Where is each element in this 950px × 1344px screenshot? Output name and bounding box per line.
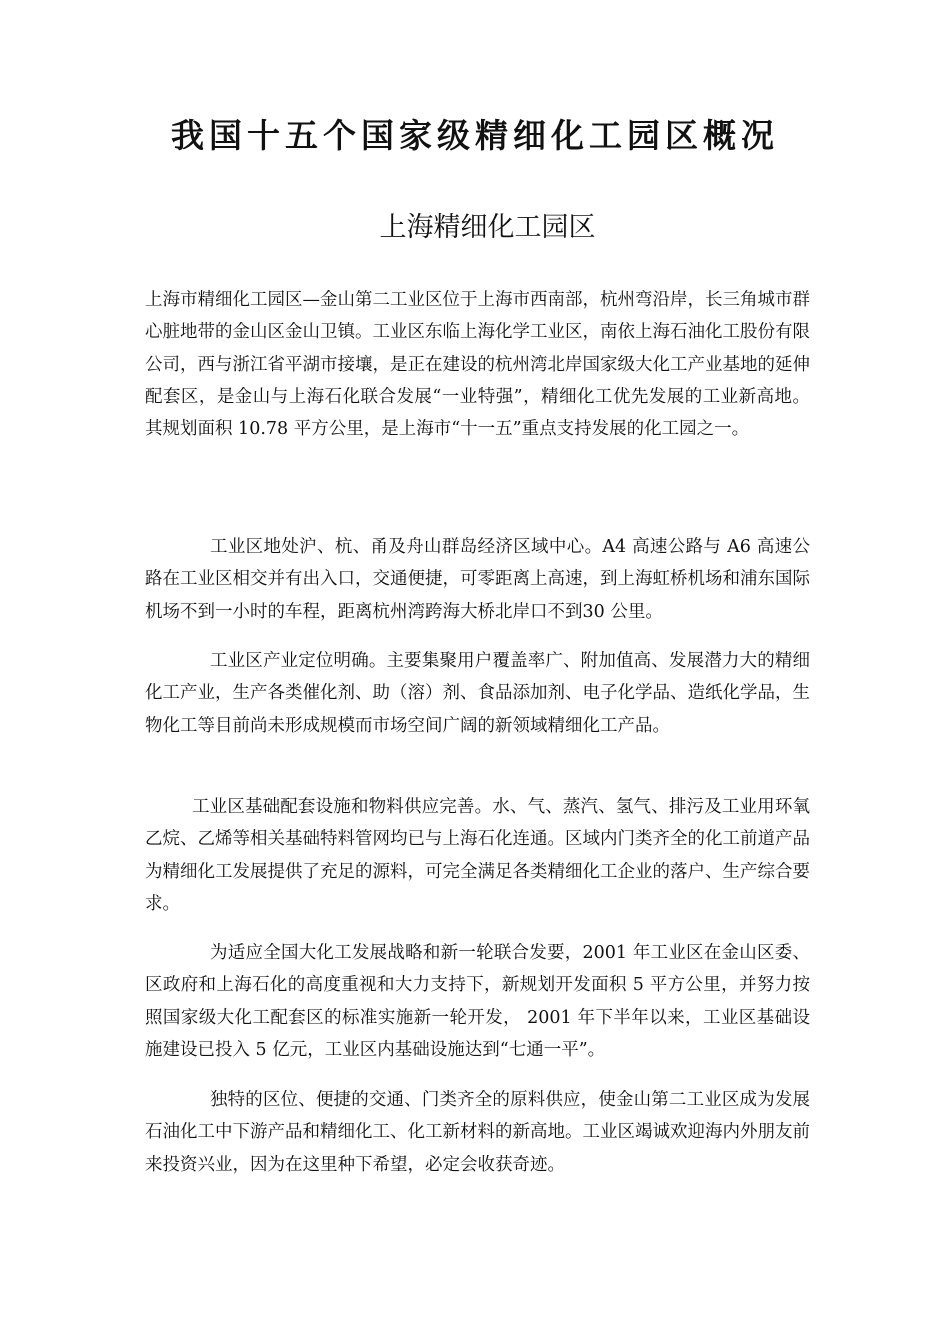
paragraph-infrastructure: 工业区基础配套设施和物料供应完善。水、气、蒸汽、氢气、排污及工业用环氧乙烷、乙烯等相关基础特料管网均已与上海石化连通。区域内门类齐全的化工前道产品为精细化工发展提供了充足的源料，可完全满足各类精细化工企业的落户、生产综合要求。 bbox=[145, 797, 810, 914]
document-title: 我国十五个国家级精细化工园区概况 bbox=[171, 116, 779, 155]
paragraph-overview: 上海市精细化工园区—金山第二工业区位于上海市西南部，杭州弯沿岸，长三角城市群心脏地带的金山区金山卫镇。工业区东临上海化学工业区，南依上海石油化工股份有限公司，西与浙江省平湖市接壤，是正在建设的杭州湾北岸国家级大化工产业基地的延伸配套区，是金山与上海石化联合发展“一业特强”，精细化工优先发展的工业新高地。其规划面积 10.78 平方公里，是上海市“十一五”重点支持发展的化工园之一。 bbox=[145, 290, 810, 440]
paragraph-industry-positioning: 工业区产业定位明确。主要集聚用户覆盖率广、附加值高、发展潜力大的精细化工产业，生产各类催化剂、助（溶）剂、食品添加剂、电子化学品、造纸化学品，生物化工等目前尚未形成规模而市场空间广阔的新领域精细化工产品。 bbox=[145, 651, 810, 736]
section-heading: 上海精细化工园区 bbox=[379, 212, 596, 243]
paragraph-invitation: 独特的区位、便捷的交通、门类齐全的原料供应，使金山第二工业区成为发展石油化工中下游产品和精细化工、化工新材料的新高地。工业区竭诚欢迎海内外朋友前来投资兴业，因为在这里种下希望，必定会收获奇迹。 bbox=[145, 1090, 810, 1175]
paragraph-location-transport: 工业区地处沪、杭、甬及舟山群岛经济区域中心。A4 高速公路与 A6 高速公路在工业区相交并有出入口，交通便捷，可零距离上高速，到上海虹桥机场和浦东国际机场不到一小时的车程，距离杭州湾跨海大桥北岸口不到30 公里。 bbox=[145, 537, 810, 622]
paragraph-development: 为适应全国大化工发展战略和新一轮联合发要，2001 年工业区在金山区委、区政府和上海石化的高度重视和大力支持下，新规划开发面积 5 平方公里，并努力按照国家级大化工配套区的标准实施新一轮开发， 2001 年下半年以来，工业区基础设施建设已投入 5 亿元，工业区内基础设施达到“七通一平”。 bbox=[145, 943, 810, 1060]
